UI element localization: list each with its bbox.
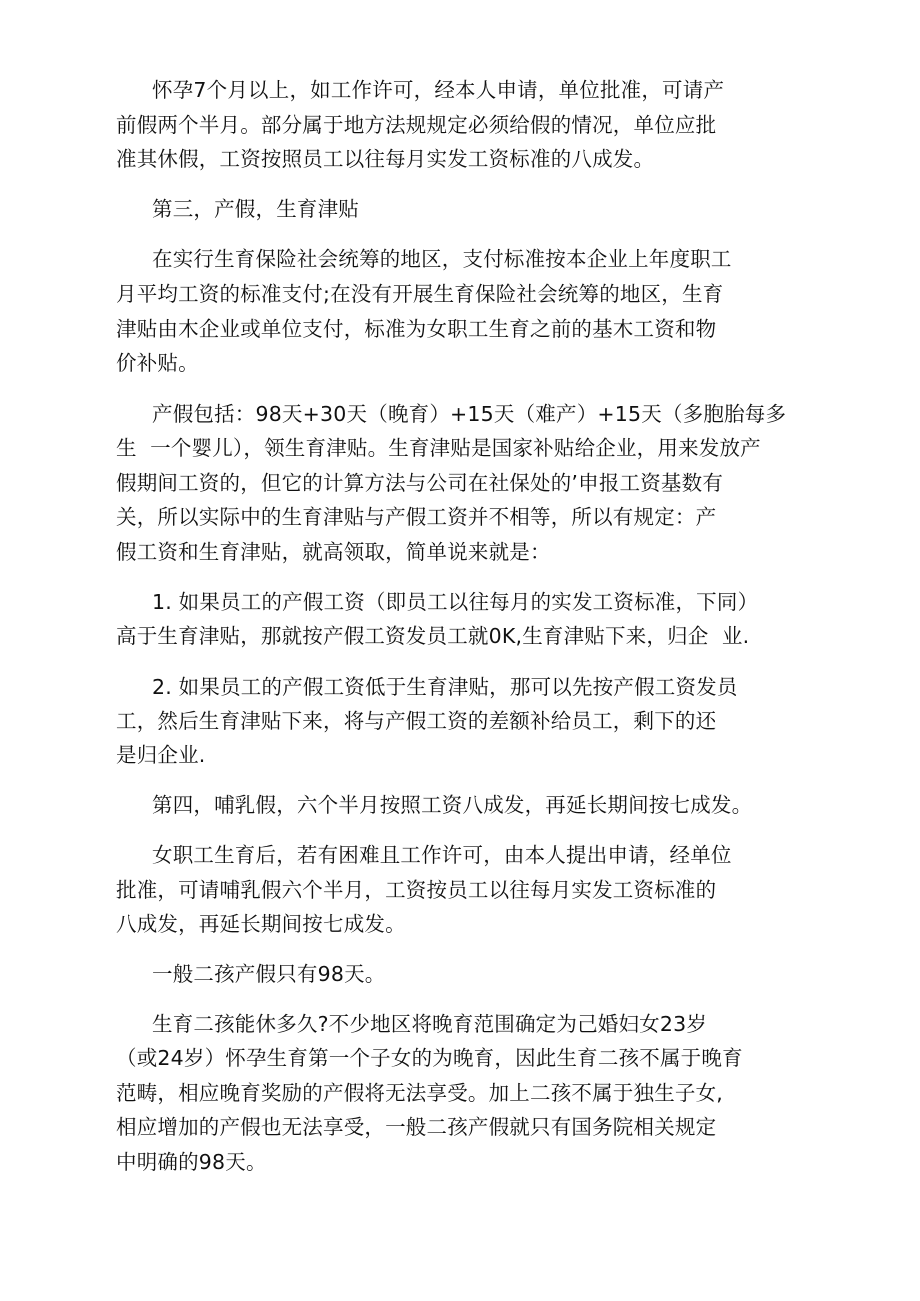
text-line: 相应增加的产假也无法享受，一般二孩产假就只有国务院相关规定 [116,1115,717,1139]
text-line: 产假包括：98天+30天（晚育）+15天（难产）+15天（多胞胎每多 [152,402,787,426]
text-line: 准其休假，工资按照员工以往每月实发工资标准的八成发。 [116,147,655,171]
text-line: 在实行生育保险社会统筹的地区，支付标准按本企业上年度职工 [152,247,732,271]
text-line: 中明确的98天。 [116,1150,267,1174]
section-heading: 第四，哺乳假，六个半月按照工资八成发，再延长期间按七成发。 [152,793,753,817]
text-line: 女职工生育后，若有困难且工作许可，由本人提出申请，经单位 [152,843,732,867]
text-line: 津贴由木企业或单位支付，标准为女职工生育之前的基木工资和物 [116,317,717,341]
list-item-2: 2. 如果员工的产假工资低于生育津贴，那可以先按产假工资发员 [152,675,738,699]
text-line: 生育二孩能休多久?不少地区将晚育范围确定为己婚妇女23岁 [152,1012,708,1036]
text-line: 一般二孩产假只有98天。 [152,962,386,986]
text-line: 高于生育津贴，那就按产假工资发员工就0K,生育津贴下来，归企 业. [116,624,750,648]
text-line: 怀孕7个月以上，如工作许可，经本人申请，单位批准，可请产 [152,78,725,102]
text-line: 八成发，再延长期间按七成发。 [116,912,406,936]
text-line: 批准，可请哺乳假六个半月，工资按员工以往每月实发工资标准的 [116,878,717,902]
text-line: 生 一个婴儿），领生育津贴。生育津贴是国家补贴给企业，用来发放产 [116,436,761,460]
text-line: 月平均工资的标准支付;在没有开展生育保险社会统筹的地区，生育 [116,282,724,306]
text-line: 工，然后生育津贴下来，将与产假工资的差额补给员工，剩下的还 [116,709,717,733]
text-line: 范畴，相应晚育奖励的产假将无法享受。加上二孩不属于独生子女, [116,1081,724,1105]
section-heading: 第三，产假，生育津贴 [152,197,359,221]
text-line: 假工资和生育津贴，就高领取，简单说来就是： [116,540,551,564]
text-line: （或24岁）怀孕生育第一个子女的为晚育，因此生育二孩不属于晚育 [116,1046,743,1070]
text-line: 假期间工资的，但它的计算方法与公司在社保处的’申报工资基数有 [116,471,724,495]
list-item-1: 1. 如果员工的产假工资（即员工以往每月的实发工资标准，下同） [152,590,759,614]
text-line: 关，所以实际中的生育津贴与产假工资并不相等，所以有规定：产 [116,505,717,529]
text-line: 价补贴。 [116,351,199,375]
text-line: 是归企业. [116,743,206,767]
text-line: 前假两个半月。部分属于地方法规规定必须给假的情况，单位应批 [116,113,717,137]
